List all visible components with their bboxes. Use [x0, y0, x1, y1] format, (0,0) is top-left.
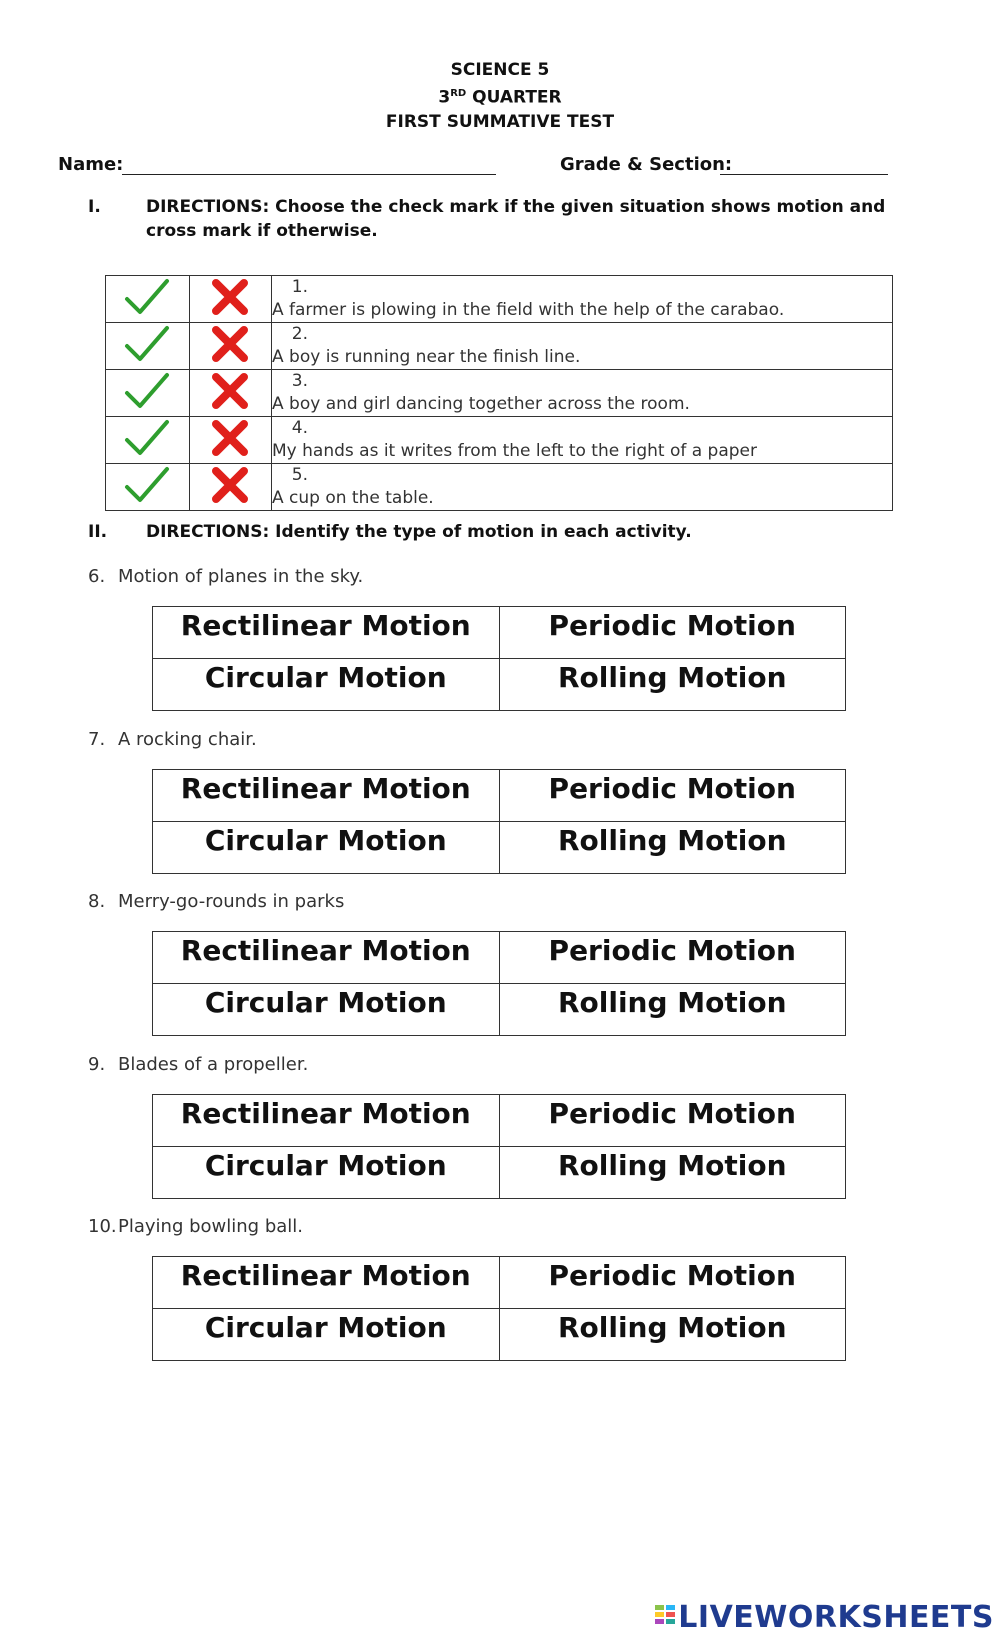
item-number: 3.	[291, 371, 308, 391]
question-text: A rocking chair.	[118, 729, 257, 750]
item-text: A farmer is plowing in the field with the help of the carabao.	[272, 300, 785, 320]
question-number: 10.	[88, 1216, 117, 1237]
grade-section-label: Grade & Section:	[560, 154, 733, 175]
question-6	[88, 566, 363, 587]
option-rolling[interactable]: Rolling Motion	[499, 1309, 846, 1361]
cross-option[interactable]	[189, 370, 272, 417]
motion-item-row	[106, 464, 893, 511]
check-mark-icon	[124, 349, 170, 368]
motion-check-table	[105, 275, 893, 511]
item-number: 4.	[291, 418, 308, 438]
check-option[interactable]	[106, 276, 190, 323]
answer-options-8	[152, 931, 846, 1036]
answer-options-6	[152, 606, 846, 711]
option-circular[interactable]: Circular Motion	[153, 1309, 500, 1361]
motion-item	[272, 417, 893, 464]
check-option[interactable]	[106, 370, 190, 417]
item-text: A cup on the table.	[272, 488, 434, 508]
item-text: A boy and girl dancing together across the room.	[272, 394, 690, 414]
question-number: 9.	[88, 1054, 106, 1075]
motion-item	[272, 370, 893, 417]
item-text: My hands as it writes from the left to the right of a paper	[272, 441, 758, 461]
motion-item	[272, 276, 893, 323]
option-rectilinear[interactable]: Rectilinear Motion	[153, 1095, 500, 1147]
answer-options-9	[152, 1094, 846, 1199]
name-label: Name:	[58, 154, 124, 175]
option-periodic[interactable]: Periodic Motion	[499, 770, 846, 822]
check-option[interactable]	[106, 323, 190, 370]
name-field[interactable]	[122, 154, 496, 175]
motion-item-row	[106, 323, 893, 370]
cross-option[interactable]	[189, 417, 272, 464]
worksheet-header	[0, 58, 1000, 134]
option-circular[interactable]: Circular Motion	[153, 984, 500, 1036]
option-periodic[interactable]: Periodic Motion	[499, 607, 846, 659]
worksheet-page: SCIENCE 5 3RD QUARTER FIRST SUMMATIVE TEST Name: Grade & Section: I. DIRECTIONS: Choose the check mark if the given situation shows motion and cross mark if otherwise. 1.A farmer is plowing in the field with the help of the carabao. 2.A boy is running near the finish line. 3.A boy and girl dancing together across the room. 4.My hands as it writes from the left to the right of a paper 5.A cup on the table. II. DIRECTIONS: Identify the type of motion in each activity. 6. Motion of planes in the sky. Rectilinear Motion Periodic Motion Circular Motion Rolling Motion 7. A rocking chair. Rectilinear Motion Periodic Motion Circular Motion Rolling Motion 8. Merry-go-rounds in parks Rectilinear Motion Periodic Motion Circular Motion Rolling Motion 9. Blades of a propeller. Rectilinear Motion Periodic Motion Circular Motion Rolling Motion 10.Playing bowling ball. Rectilinear Motion Periodic Motion Circular Motion Rolling Motion LIVEWORKSHEETS	[0, 0, 1000, 1643]
question-10	[88, 1216, 303, 1237]
question-text: Playing bowling ball.	[118, 1216, 303, 1237]
answer-options-7	[152, 769, 846, 874]
question-7	[88, 729, 257, 750]
cross-mark-icon	[210, 489, 250, 508]
item-number: 5.	[291, 465, 308, 485]
question-text: Merry-go-rounds in parks	[118, 891, 345, 912]
option-rectilinear[interactable]: Rectilinear Motion	[153, 932, 500, 984]
motion-item	[272, 464, 893, 511]
option-rectilinear[interactable]: Rectilinear Motion	[153, 1257, 500, 1309]
test-title: FIRST SUMMATIVE TEST	[385, 111, 615, 132]
liveworksheets-logo: LIVEWORKSHEETS	[654, 1600, 994, 1635]
option-circular[interactable]: Circular Motion	[153, 822, 500, 874]
check-mark-icon	[124, 396, 170, 415]
cross-mark-icon	[210, 442, 250, 461]
option-rolling[interactable]: Rolling Motion	[499, 822, 846, 874]
subject-title: SCIENCE 5	[450, 60, 550, 80]
question-text: Motion of planes in the sky.	[118, 566, 364, 587]
option-rectilinear[interactable]: Rectilinear Motion	[153, 607, 500, 659]
question-text: Blades of a propeller.	[118, 1054, 309, 1075]
motion-item-row	[106, 417, 893, 464]
motion-item-row	[106, 370, 893, 417]
check-option[interactable]	[106, 417, 190, 464]
option-rolling[interactable]: Rolling Motion	[499, 1147, 846, 1199]
item-text: A boy is running near the finish line.	[272, 347, 581, 367]
logo-grid-icon	[654, 1604, 676, 1630]
item-number: 1.	[291, 277, 308, 297]
option-periodic[interactable]: Periodic Motion	[499, 932, 846, 984]
check-mark-icon	[124, 302, 170, 321]
cross-mark-icon	[210, 395, 250, 414]
item-number: 2.	[291, 324, 308, 344]
option-rolling[interactable]: Rolling Motion	[499, 984, 846, 1036]
check-mark-icon	[124, 490, 170, 509]
question-number: 8.	[88, 891, 106, 912]
option-circular[interactable]: Circular Motion	[153, 659, 500, 711]
cross-mark-icon	[210, 301, 250, 320]
question-9	[88, 1054, 308, 1075]
motion-item	[272, 323, 893, 370]
option-rolling[interactable]: Rolling Motion	[499, 659, 846, 711]
question-8	[88, 891, 344, 912]
option-circular[interactable]: Circular Motion	[153, 1147, 500, 1199]
check-mark-icon	[124, 443, 170, 462]
cross-mark-icon	[210, 348, 250, 367]
question-number: 7.	[88, 729, 106, 750]
cross-option[interactable]	[189, 464, 272, 511]
motion-item-row	[106, 276, 893, 323]
option-periodic[interactable]: Periodic Motion	[499, 1095, 846, 1147]
cross-option[interactable]	[189, 276, 272, 323]
option-periodic[interactable]: Periodic Motion	[499, 1257, 846, 1309]
question-number: 6.	[88, 566, 106, 587]
quarter-title: 3RD QUARTER	[438, 87, 562, 108]
option-rectilinear[interactable]: Rectilinear Motion	[153, 770, 500, 822]
cross-option[interactable]	[189, 323, 272, 370]
check-option[interactable]	[106, 464, 190, 511]
grade-section-field[interactable]	[720, 154, 888, 175]
answer-options-10	[152, 1256, 846, 1361]
